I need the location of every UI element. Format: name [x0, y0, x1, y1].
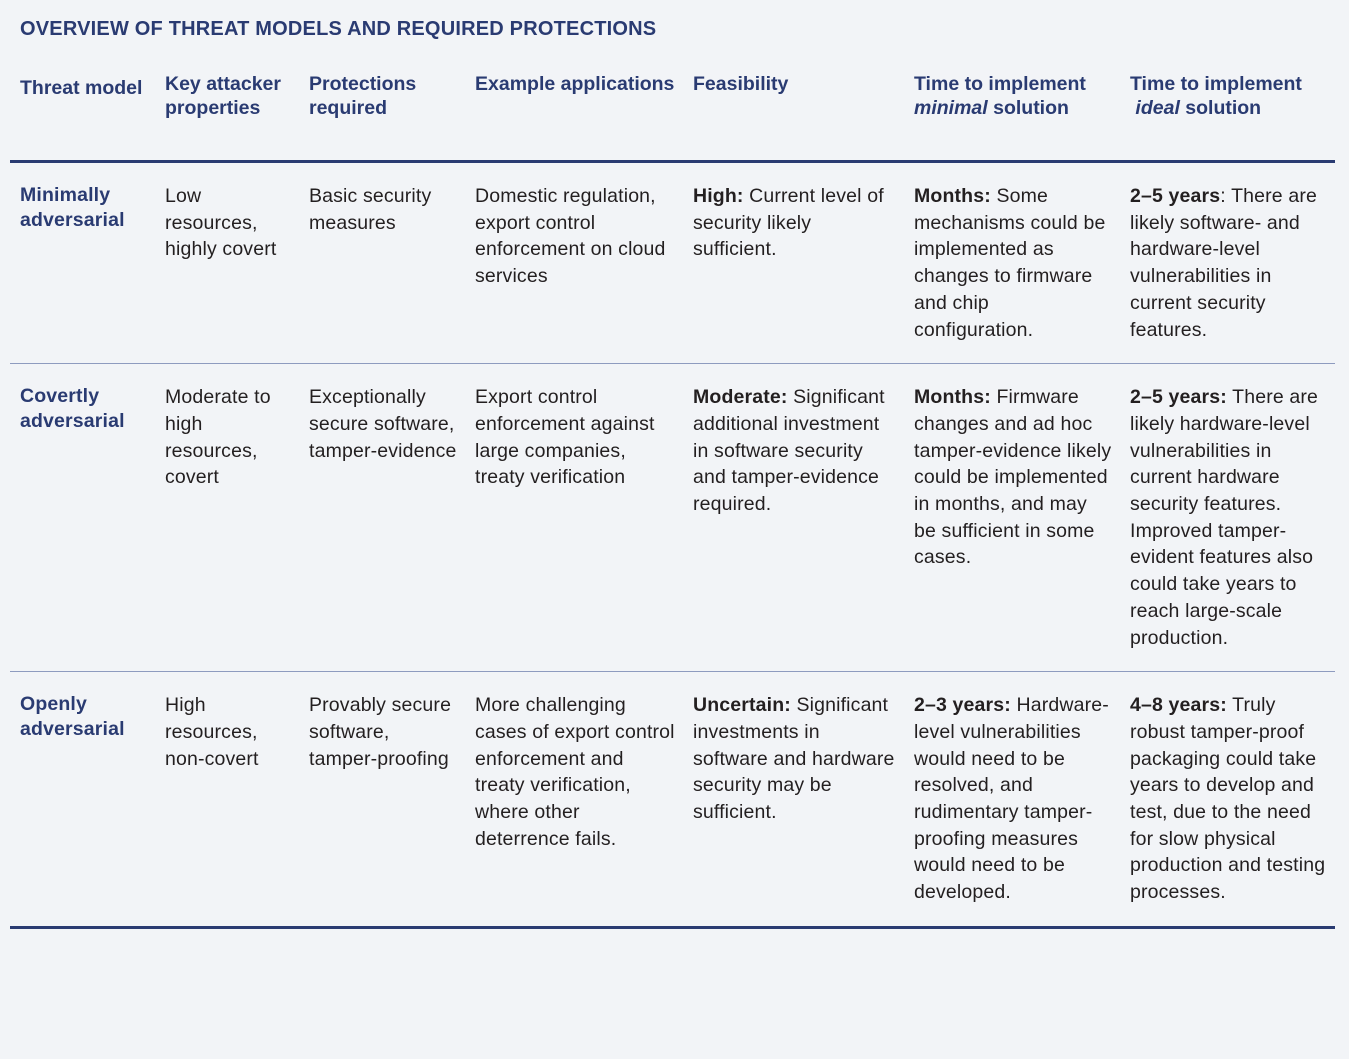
table-row: [10, 672, 1335, 928]
ideal-time-lead: 2–5 years: [1130, 185, 1221, 207]
feasibility-text: Current level of security likely sufficient.: [693, 185, 884, 261]
header-time-minimal: [904, 70, 1120, 162]
feasibility-lead: High:: [693, 185, 744, 207]
example-applications: More challenging cases of export control enforcement and treaty verification, where other deterrence fails.: [465, 672, 683, 928]
header-time-minimal-em: minimal: [914, 97, 988, 119]
ideal-time-text: There are likely hardware-level vulnerabilities in current hardware security features. Improved tamper-evident features also could take years to reach large-scale production.: [1130, 386, 1319, 649]
header-time-minimal-pre: Time to implement: [914, 73, 1086, 95]
header-protections-required: Protections required: [299, 70, 465, 162]
threat-model-table: [10, 70, 1335, 929]
table-row: [10, 364, 1335, 672]
minimal-time-text: Firmware changes and ad hoc tamper-evidence likely could be implemented in months, and may be sufficient in some cases.: [914, 386, 1112, 569]
header-time-ideal-em: ideal: [1135, 97, 1180, 119]
ideal-time-cell: [1120, 672, 1335, 928]
protections-required: Provably secure software, tamper-proofing: [299, 672, 465, 928]
header-feasibility: Feasibility: [683, 70, 904, 162]
ideal-time-lead: 4–8 years:: [1130, 694, 1227, 717]
header-threat-model: Threat model: [10, 70, 155, 162]
feasibility-text: Significant investments in software and hardware security may be sufficient.: [693, 694, 895, 824]
header-time-ideal-pre: Time to implement: [1130, 73, 1302, 95]
header-attacker-properties: Key attacker properties: [155, 70, 299, 162]
feasibility-cell: [683, 672, 904, 928]
minimal-time-text: Hardware-level vulnerabilities would need to be resolved, and rudimentary tamper-proofing measures would need to be developed.: [914, 694, 1109, 904]
minimal-time-cell: [904, 162, 1120, 364]
example-applications: Domestic regulation, export control enforcement on cloud services: [465, 162, 683, 364]
threat-model-name: Covertly adversarial: [10, 364, 155, 672]
ideal-time-cell: [1120, 162, 1335, 364]
header-time-minimal-post: solution: [987, 97, 1069, 119]
ideal-time-lead: 2–5 years:: [1130, 386, 1227, 409]
attacker-properties: Low resources, highly covert: [155, 162, 299, 364]
example-applications: Export control enforcement against large companies, treaty verification: [465, 364, 683, 672]
header-time-ideal-post: solution: [1179, 97, 1262, 119]
minimal-time-text: Some mechanisms could be implemented as changes to firmware and chip configuration.: [914, 185, 1106, 341]
ideal-time-cell: [1120, 364, 1335, 672]
header-row: [10, 70, 1335, 162]
table-row: [10, 162, 1335, 364]
feasibility-text: Significant additional investment in software security and tamper-evidence required.: [693, 386, 885, 516]
feasibility-cell: [683, 162, 904, 364]
protections-required: Basic security measures: [299, 162, 465, 364]
header-time-ideal: [1120, 70, 1335, 162]
feasibility-lead: Uncertain:: [693, 694, 791, 717]
attacker-properties: High resources, non-covert: [155, 672, 299, 928]
feasibility-cell: [683, 364, 904, 672]
minimal-time-lead: 2–3 years:: [914, 694, 1011, 717]
minimal-time-cell: [904, 672, 1120, 928]
ideal-time-text: Truly robust tamper-proof packaging could take years to develop and test, due to the need for slow physical production and testing processes.: [1130, 694, 1326, 904]
minimal-time-lead: Months:: [914, 185, 991, 207]
protections-required: Exceptionally secure software, tamper-evidence: [299, 364, 465, 672]
page-title: OVERVIEW OF THREAT MODELS AND REQUIRED PROTECTIONS: [20, 18, 657, 40]
attacker-properties: Moderate to high resources, covert: [155, 364, 299, 672]
minimal-time-cell: [904, 364, 1120, 672]
ideal-time-text: : There are likely software- and hardware-level vulnerabilities in current security features.: [1130, 185, 1317, 341]
threat-model-name: Minimally adversarial: [10, 162, 155, 364]
threat-model-name: Openly adversarial: [10, 672, 155, 928]
header-example-applications: Example applications: [465, 70, 683, 162]
minimal-time-lead: Months:: [914, 386, 991, 409]
feasibility-lead: Moderate:: [693, 386, 788, 409]
